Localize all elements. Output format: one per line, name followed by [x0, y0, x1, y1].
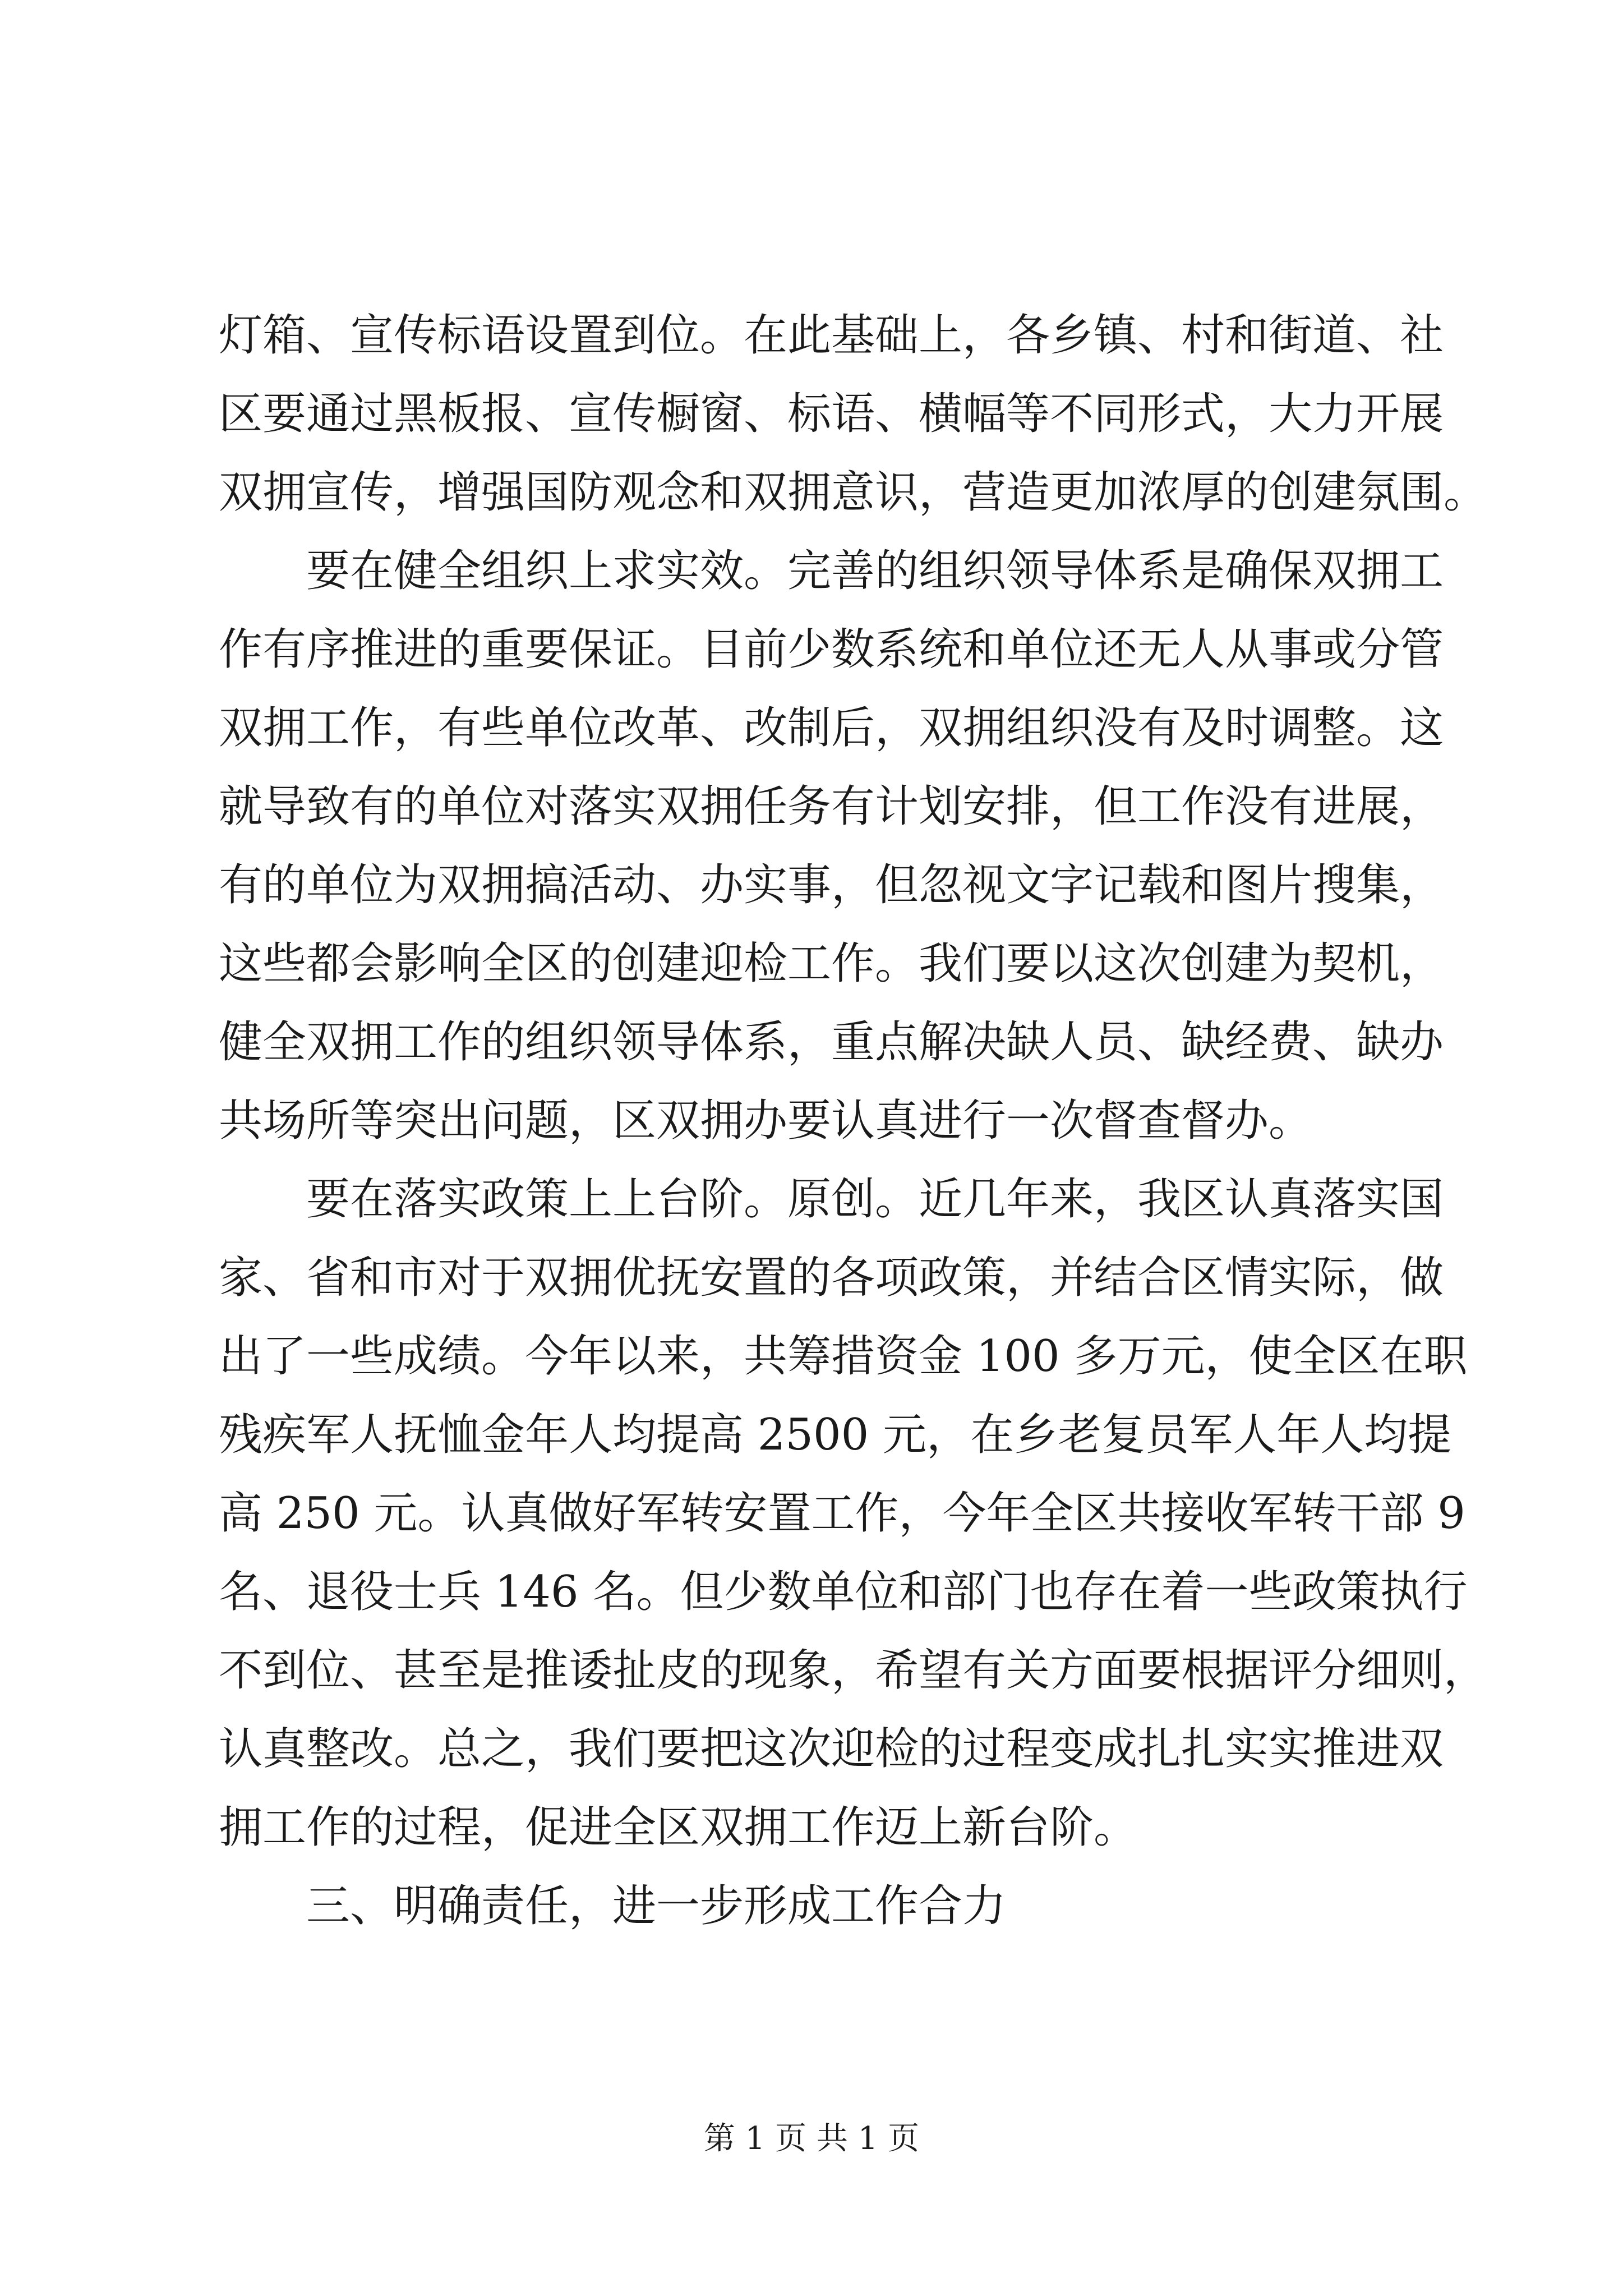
paragraph-line: 有的单位为双拥搞活动、办实事，但忽视文字记载和图片搜集，	[219, 860, 1444, 910]
paragraph-line: 双拥宣传，增强国防观念和双拥意识，营造更加浓厚的创建氛围。	[219, 467, 1488, 518]
paragraph-line: 名、退役士兵 146 名。但少数单位和部门也存在着一些政策执行	[219, 1567, 1468, 1617]
paragraph-line: 就导致有的单位对落实双拥任务有计划安排，但工作没有进展，	[219, 781, 1444, 832]
paragraph-line: 拥工作的过程，促进全区双拥工作迈上新台阶。	[219, 1802, 1138, 1853]
paragraph-line: 健全双拥工作的组织领导体系，重点解决缺人员、缺经费、缺办	[219, 1017, 1444, 1068]
paragraph-line: 不到位、甚至是推诿扯皮的现象，希望有关方面要根据评分细则，	[219, 1645, 1488, 1696]
paragraph-line: 区要通过黑板报、宣传橱窗、标语、横幅等不同形式，大力开展	[219, 389, 1444, 439]
paragraph-line: 这些都会影响全区的创建迎检工作。我们要以这次创建为契机，	[219, 938, 1444, 989]
paragraph-line: 作有序推进的重要保证。目前少数系统和单位还无人从事或分管	[219, 624, 1444, 675]
paragraph-line: 出了一些成绩。今年以来，共筹措资金 100 多万元，使全区在职	[219, 1331, 1468, 1382]
paragraph-line: 要在落实政策上上台阶。原创。近几年来，我区认真落实国	[306, 1174, 1444, 1225]
page-footer: 第 1 页 共 1 页	[703, 2120, 920, 2157]
paragraph-line: 要在健全组织上求实效。完善的组织领导体系是确保双拥工	[306, 546, 1444, 596]
paragraph-line: 灯箱、宣传标语设置到位。在此基础上，各乡镇、村和街道、社	[219, 310, 1444, 361]
paragraph-line: 双拥工作，有些单位改革、改制后，双拥组织没有及时调整。这	[219, 703, 1444, 753]
paragraph-line: 认真整改。总之，我们要把这次迎检的过程变成扎扎实实推进双	[219, 1724, 1444, 1774]
section-heading: 三、明确责任，进一步形成工作合力	[306, 1881, 1007, 1931]
paragraph-line: 共场所等突出问题，区双拥办要认真进行一次督查督办。	[219, 1096, 1313, 1146]
paragraph-line: 残疾军人抚恤金年人均提高 2500 元，在乡老复员军人年人均提	[219, 1410, 1452, 1460]
paragraph-line: 高 250 元。认真做好军转安置工作，今年全区共接收军转干部 9	[219, 1488, 1465, 1539]
paragraph-line: 家、省和市对于双拥优抚安置的各项政策，并结合区情实际，做	[219, 1253, 1444, 1303]
